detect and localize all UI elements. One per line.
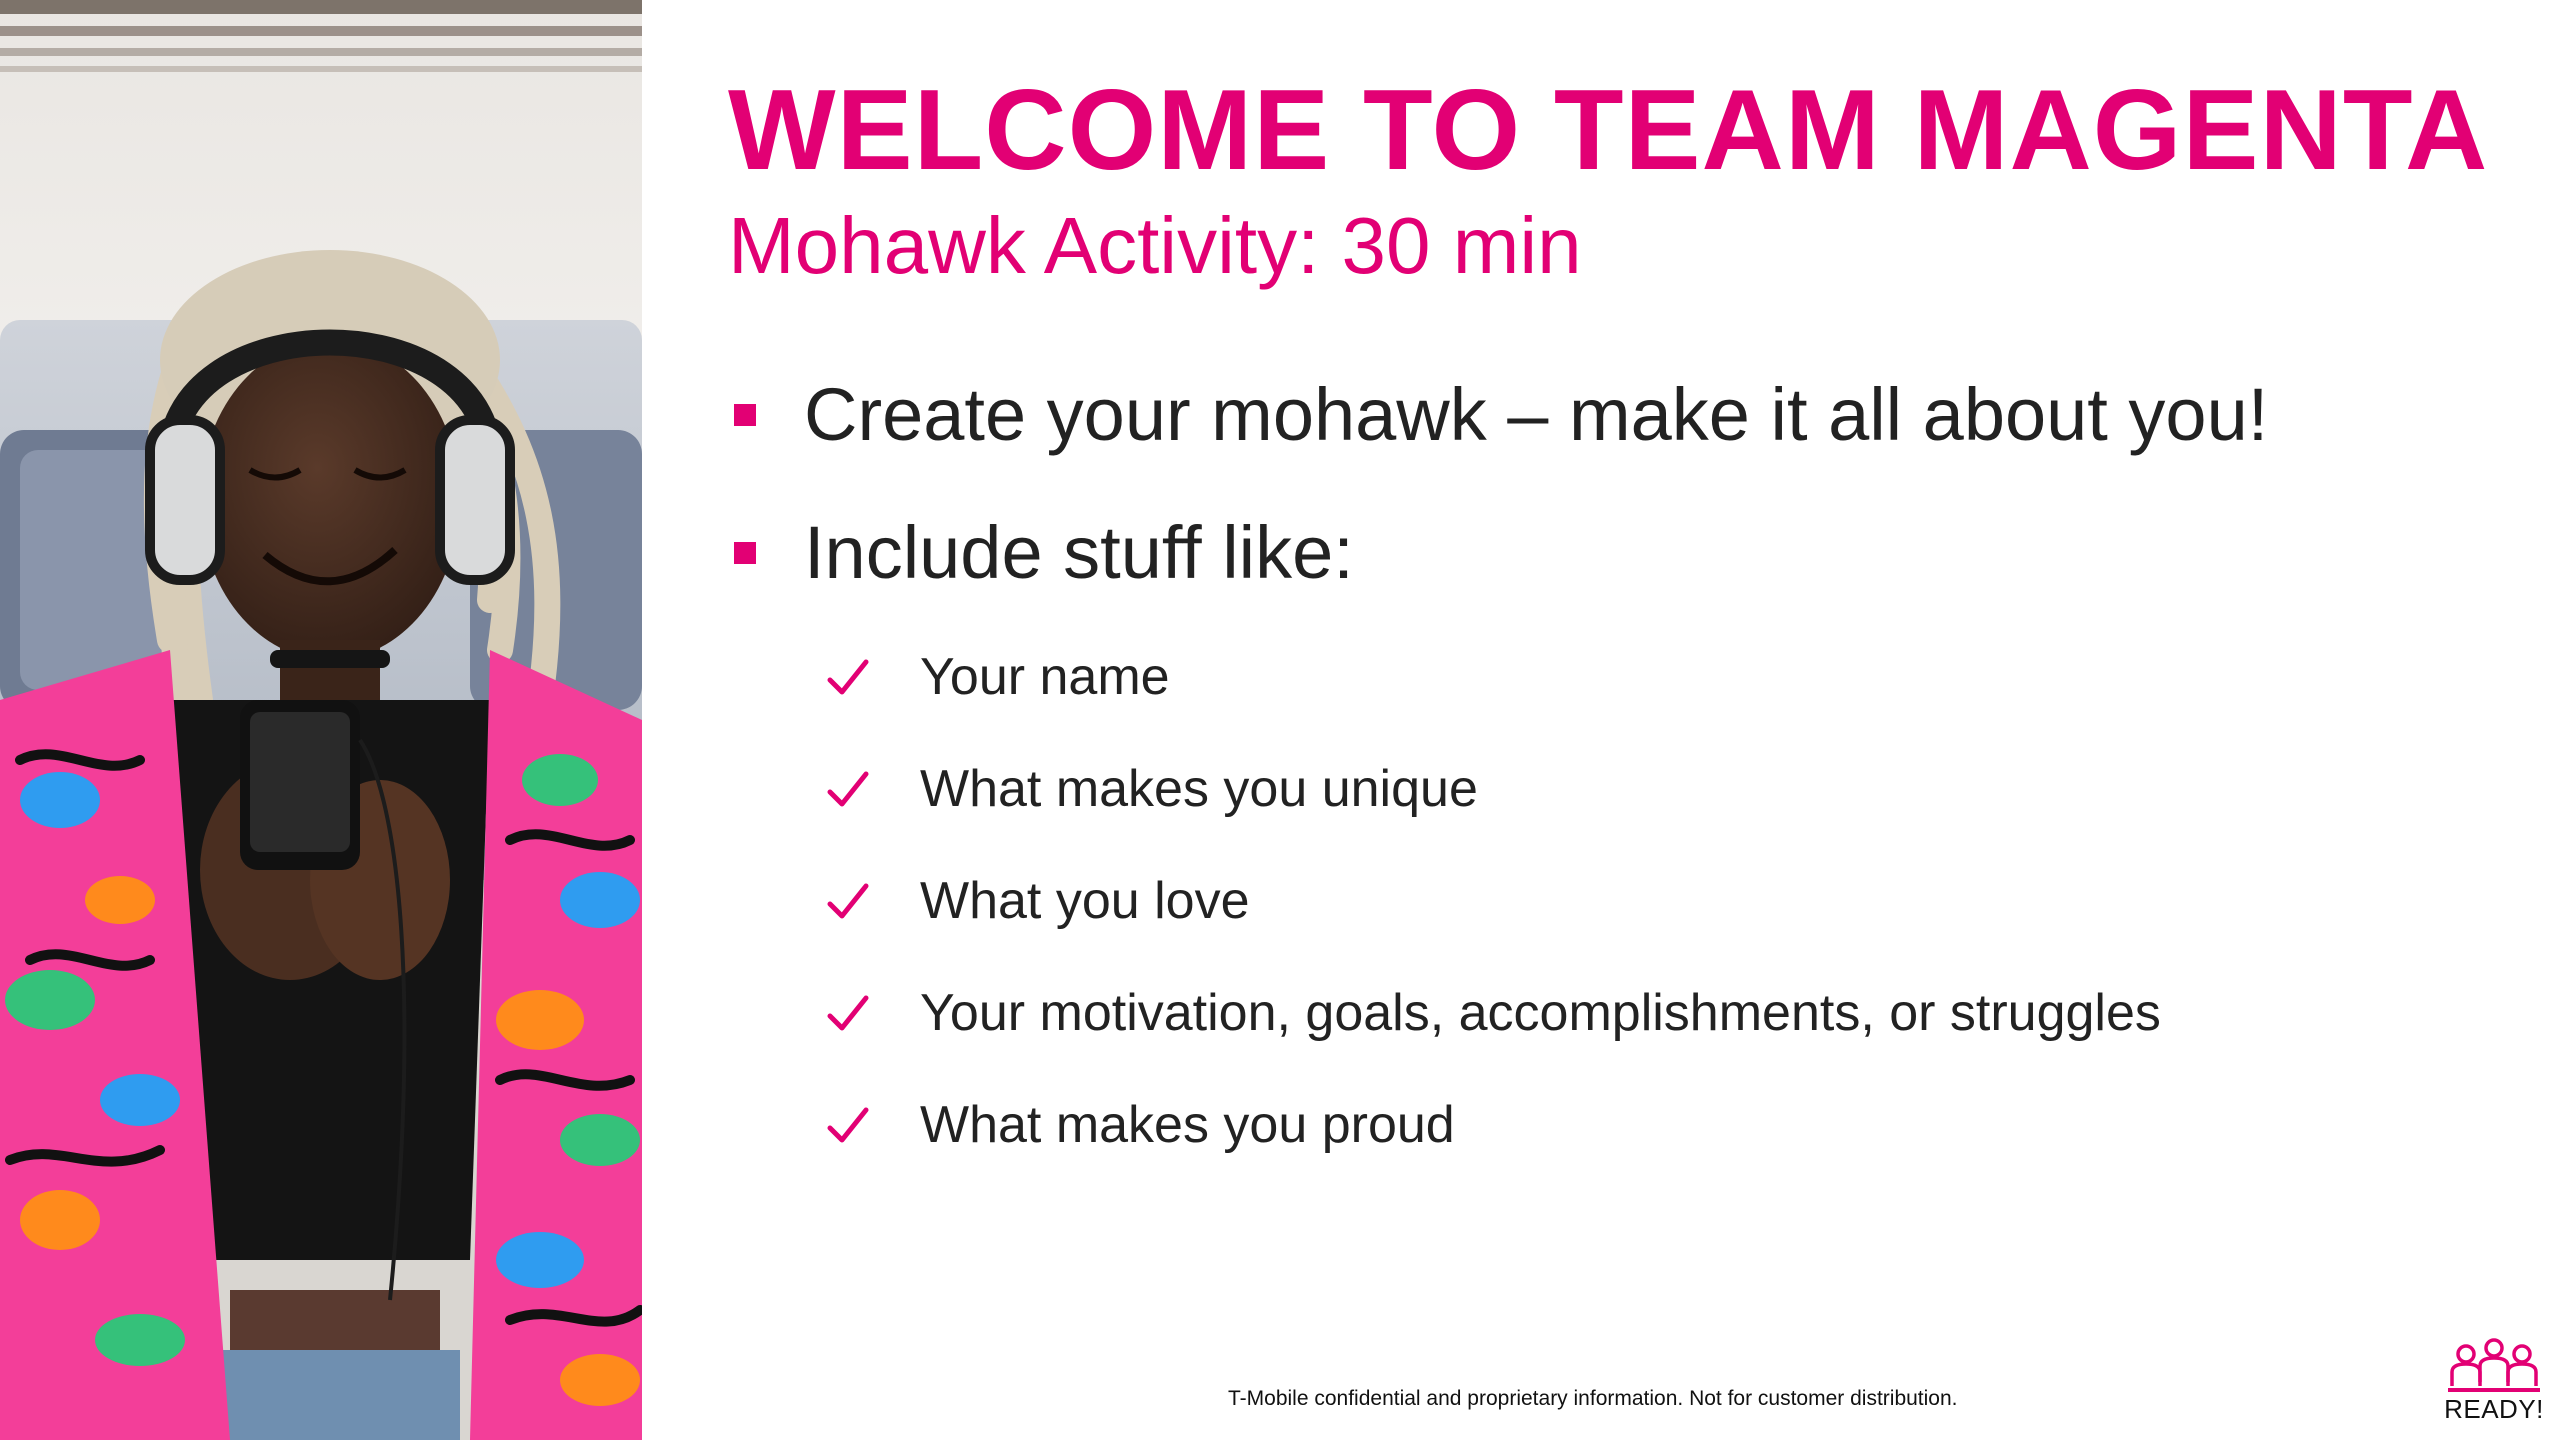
checklist-text: What you love [920, 872, 1250, 930]
ready-logo [2444, 1336, 2544, 1426]
checklist-text: What makes you unique [920, 760, 1478, 818]
checklist-text: Your name [920, 648, 1170, 706]
square-bullet-icon [734, 404, 756, 426]
bullet-item [734, 372, 2268, 457]
confidentiality-footer: T-Mobile confidential and proprietary information. Not for customer distribution. [1228, 1387, 1958, 1410]
checklist-item [826, 760, 1478, 820]
checklist-item [826, 872, 1250, 932]
bullet-text: Create your mohawk – make it all about you! [804, 373, 2269, 456]
bullet-text: Include stuff like: [804, 511, 1354, 594]
checkmark-icon [826, 768, 870, 812]
checkmark-icon [826, 1104, 870, 1148]
checklist-text: Your motivation, goals, accomplishments, or struggles [920, 984, 2161, 1042]
bullet-item [734, 510, 1354, 595]
checkmark-icon [826, 992, 870, 1036]
ready-logo-text: READY! [2444, 1394, 2544, 1424]
checklist-text: What makes you proud [920, 1096, 1455, 1154]
checklist-item [826, 984, 2161, 1044]
team-people-icon [2444, 1336, 2544, 1396]
checkmark-icon [826, 656, 870, 700]
checklist-item [826, 1096, 1455, 1156]
slide-subtitle: Mohawk Activity: 30 min [728, 201, 1582, 290]
checklist-item [826, 648, 1170, 708]
checkmark-icon [826, 880, 870, 924]
square-bullet-icon [734, 542, 756, 564]
hero-photo [0, 0, 642, 1440]
slide-title: WELCOME TO TEAM MAGENTA [728, 67, 2489, 194]
